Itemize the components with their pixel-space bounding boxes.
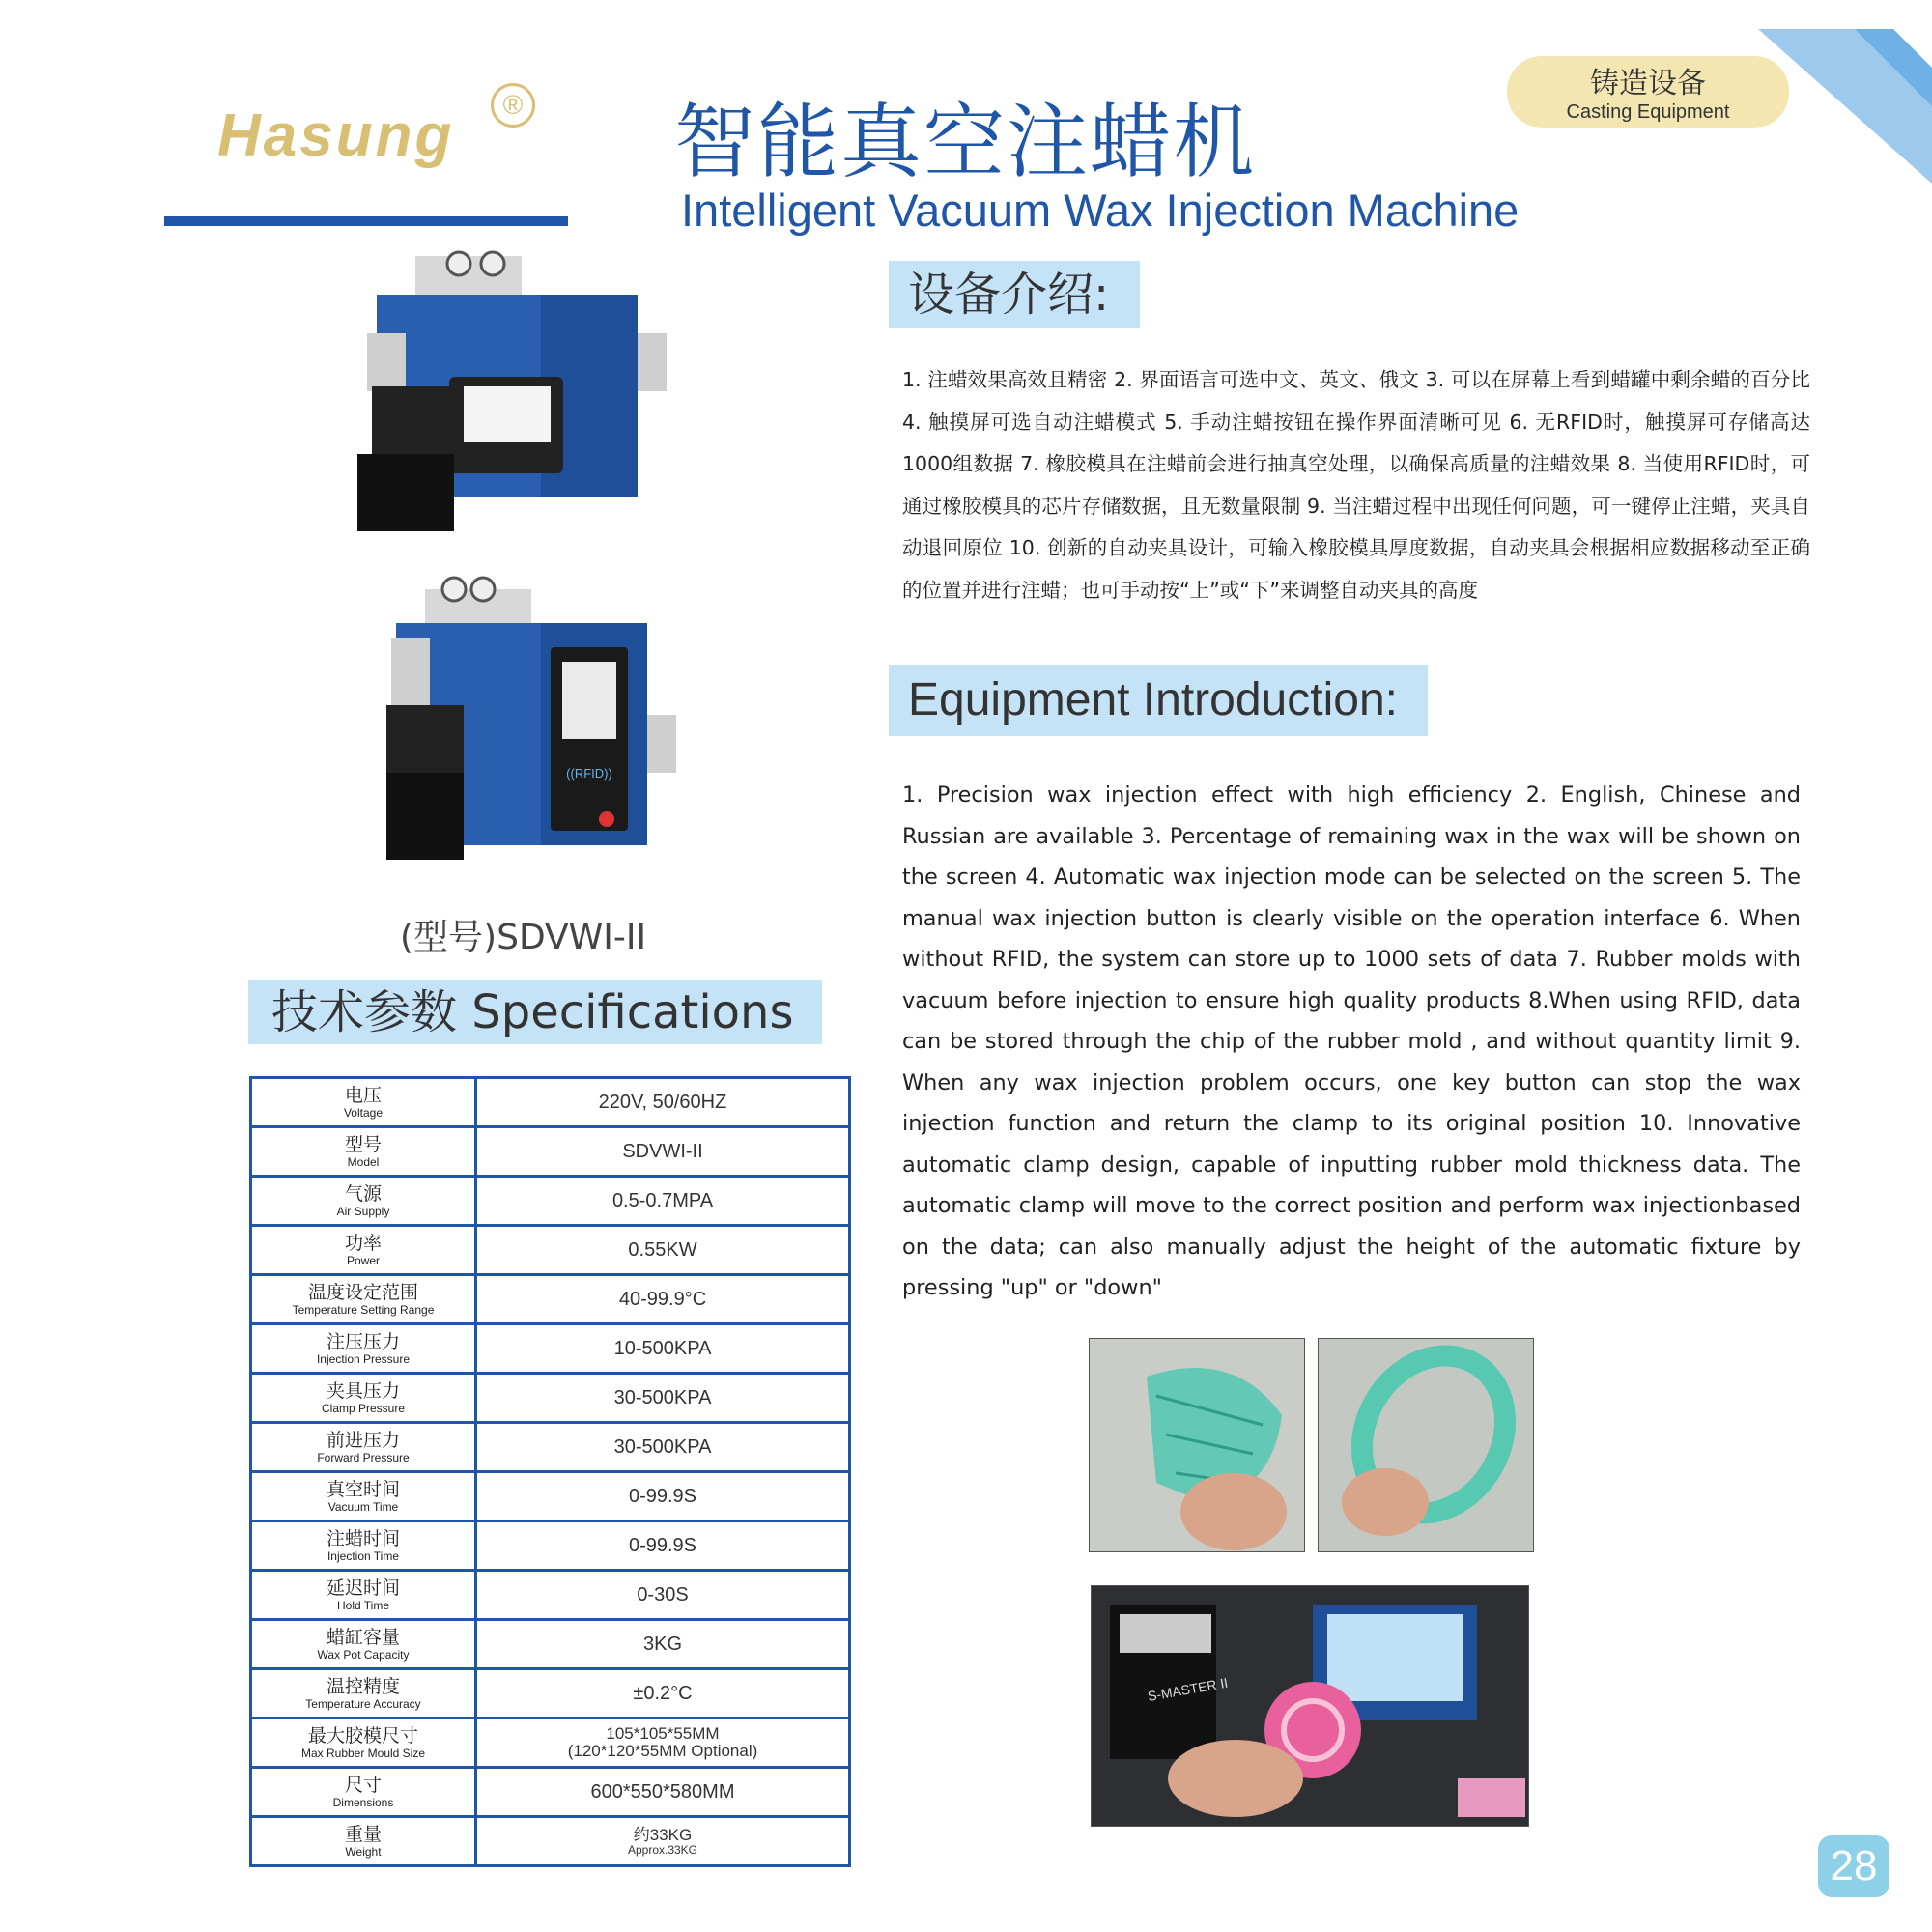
- spec-value: ±0.2°C: [476, 1669, 850, 1719]
- spec-label-en: Max Rubber Mould Size: [300, 1747, 426, 1760]
- machine-brand-label: S-MASTER II: [1146, 1674, 1230, 1704]
- spec-value: 30-500KPA: [476, 1423, 850, 1472]
- spec-label-cn: 前进压力: [326, 1430, 400, 1451]
- specs-heading: 技术参数 Specifications: [248, 980, 822, 1044]
- table-row: [251, 1078, 850, 1127]
- spec-label-cn: 温控精度: [326, 1676, 400, 1697]
- machine-photo-front: [348, 570, 705, 889]
- spec-value: 0-30S: [476, 1571, 850, 1620]
- spec-label-cn: 气源: [344, 1183, 382, 1205]
- spec-label-cn: 电压: [344, 1085, 382, 1106]
- table-row: [251, 1374, 850, 1423]
- table-row: [251, 1719, 850, 1768]
- table-row: [251, 1521, 850, 1571]
- spec-label-cn: 蜡缸容量: [326, 1627, 400, 1648]
- registered-mark: ®: [491, 83, 535, 128]
- spec-label-en: Injection Pressure: [316, 1352, 411, 1366]
- spec-value: [476, 1817, 850, 1866]
- spec-value-main: 105*105*55MM: [606, 1724, 720, 1743]
- table-row: [251, 1768, 850, 1817]
- spec-label-cn: 重量: [344, 1824, 382, 1845]
- spec-label-en: Vacuum Time: [327, 1500, 399, 1514]
- spec-label-cn: 温度设定范围: [307, 1282, 418, 1303]
- intro-heading-cn: 设备介绍:: [889, 261, 1140, 328]
- spec-label-en: Weight: [345, 1845, 382, 1859]
- spec-label-en: Injection Time: [327, 1549, 400, 1563]
- table-row: [251, 1472, 850, 1521]
- table-row: [251, 1669, 850, 1719]
- wax-sample-photo-2: [1318, 1338, 1534, 1552]
- spec-label-en: Model: [347, 1155, 380, 1169]
- table-row: [251, 1127, 850, 1177]
- spec-value: [476, 1719, 850, 1768]
- page-title-cn: 智能真空注蜡机: [674, 95, 1257, 189]
- table-row: [251, 1423, 850, 1472]
- table-row: [251, 1226, 850, 1275]
- spec-label-en: Clamp Pressure: [321, 1402, 406, 1415]
- specs-table: [249, 1076, 851, 1867]
- spec-label-en: Temperature Setting Range: [292, 1303, 435, 1317]
- page-title-en: Intelligent Vacuum Wax Injection Machine: [681, 185, 1520, 236]
- spec-value: 10-500KPA: [476, 1324, 850, 1374]
- table-row: [251, 1177, 850, 1226]
- spec-label-en: Voltage: [343, 1106, 384, 1120]
- spec-value: 40-99.9°C: [476, 1275, 850, 1324]
- spec-label-en: Forward Pressure: [317, 1451, 410, 1464]
- spec-label-cn: 注蜡时间: [326, 1528, 400, 1549]
- intro-text-en: 1. Precision wax injection effect with high efficiency 2. English, Chinese and Russian are available 3. Percentage of remaining wax in the wax will be shown on the screen 4. Automatic wax injection mode can be selected on the screen 5. The manual wax injection button is clearly visible on the operation interface 6. When without RFID, the system can store up to 1000 sets of data 7. Rubber molds with vacuum before injection to ensure high quality products 8.When using RFID, data can be stored through the chip of the rubber mold , and without quantity limit 9. When any wax injection problem occurs, one key button can stop the wax injection function and return the clamp to its original position 10. Innovative automatic clamp design, capable of inputting rubber mold thickness data. The automatic clamp will move to the correct position and perform wax injectionbased on the data; can also manually adjust the height of the automatic fixture by pressing "up" or "down": [902, 782, 1801, 1300]
- spec-value: 220V, 50/60HZ: [476, 1078, 850, 1127]
- spec-value: 0.55KW: [476, 1226, 850, 1275]
- spec-value: 0-99.9S: [476, 1472, 850, 1521]
- spec-value-main: 约33KG: [633, 1825, 693, 1844]
- table-row: [251, 1324, 850, 1374]
- spec-label-en: Dimensions: [332, 1796, 394, 1809]
- spec-value-approx: Approx.33KG: [627, 1842, 698, 1857]
- brand-logo: Hasung: [217, 102, 455, 169]
- machine-in-use-photo: [1091, 1585, 1529, 1827]
- spec-label-en: Wax Pot Capacity: [317, 1648, 410, 1662]
- spec-value: 600*550*580MM: [476, 1768, 850, 1817]
- spec-label-cn: 尺寸: [344, 1775, 382, 1796]
- spec-label-en: Hold Time: [336, 1599, 390, 1612]
- machine-photo-side: [348, 246, 705, 546]
- badge-label-cn: 铸造设备: [1590, 67, 1706, 100]
- spec-label-cn: 型号: [344, 1134, 382, 1155]
- table-row: [251, 1620, 850, 1669]
- table-row: [251, 1817, 850, 1866]
- intro-heading-en: Equipment Introduction:: [889, 665, 1428, 736]
- spec-label-cn: 真空时间: [326, 1479, 400, 1500]
- spec-label-en: Power: [346, 1254, 380, 1267]
- spec-label-cn: 功率: [344, 1233, 382, 1254]
- intro-text-cn: 1. 注蜡效果高效且精密 2. 界面语言可选中文、英文、俄文 3. 可以在屏幕上看到蜡罐中剩余蜡的百分比 4. 触摸屏可选自动注蜡模式 5. 手动注蜡按钮在操作界面清晰可见 6. 无RFID时，触摸屏可存储高达1000组数据 7. 橡胶模具在注蜡前会进行抽真空处理，以确保高质量的注蜡效果 8. 当使用RFID时，可通过橡胶模具的芯片存储数据，且无数量限制 9. 当注蜡过程中出现任何问题，可一键停止注蜡，夹具自动退回原位 10. 创新的自动夹具设计，可输入橡胶模具厚度数据，自动夹具会根据相应数据移动至正确的位置并进行注蜡；也可手动按“上”或“下”来调整自动夹具的高度: [902, 368, 1810, 602]
- spec-value: 30-500KPA: [476, 1374, 850, 1423]
- table-row: [251, 1571, 850, 1620]
- spec-value: 3KG: [476, 1620, 850, 1669]
- spec-value-optional: (120*120*55MM Optional): [567, 1742, 758, 1760]
- spec-label-en: Temperature Accuracy: [305, 1697, 421, 1711]
- spec-value: 0-99.9S: [476, 1521, 850, 1571]
- corner-decoration: [1739, 0, 1932, 193]
- model-caption: (型号)SDVWI-II: [400, 918, 647, 957]
- wax-sample-photo-1: [1089, 1338, 1305, 1552]
- page-number: 28: [1818, 1835, 1889, 1897]
- spec-label-cn: 夹具压力: [326, 1380, 400, 1402]
- spec-value: 0.5-0.7MPA: [476, 1177, 850, 1226]
- rfid-label: ((RFID)): [566, 766, 612, 781]
- spec-label-cn: 最大胶模尺寸: [307, 1725, 418, 1747]
- table-row: [251, 1275, 850, 1324]
- badge-label-en: Casting Equipment: [1566, 101, 1730, 123]
- logo-underline: [164, 216, 568, 226]
- spec-label-en: Air Supply: [336, 1205, 390, 1218]
- spec-label-cn: 注压压力: [326, 1331, 400, 1352]
- spec-value: SDVWI-II: [476, 1127, 850, 1177]
- spec-label-cn: 延迟时间: [326, 1577, 400, 1599]
